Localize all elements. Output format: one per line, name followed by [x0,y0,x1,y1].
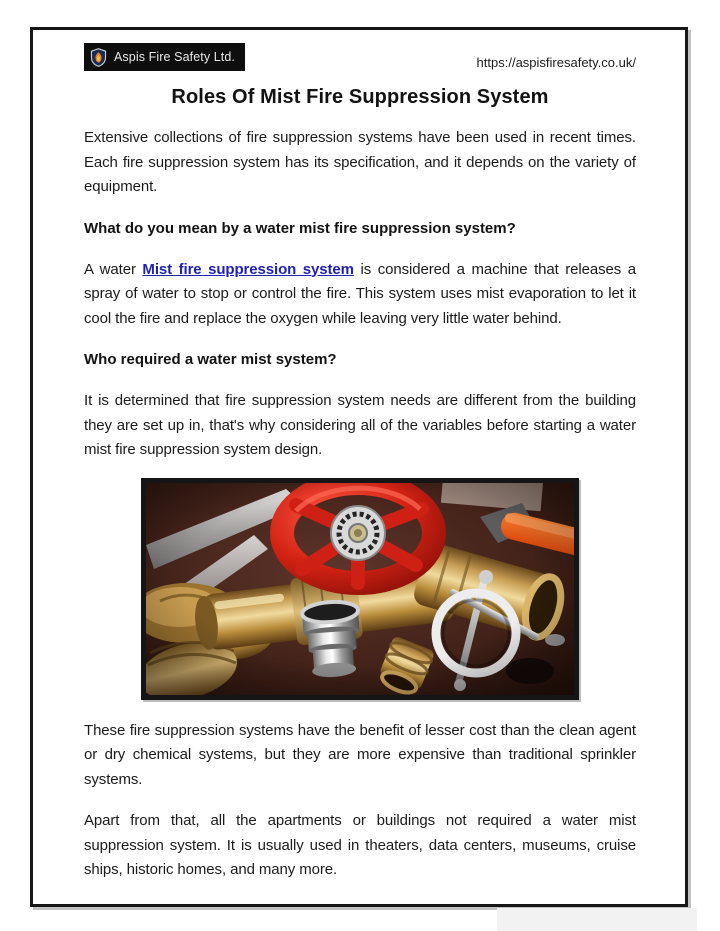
paragraph-usage: Apart from that, all the apartments or buildings not required a water mist suppression system. It is usually used in theaters, data centers, museums, cruise ships, historic homes, and many more. [84,812,636,878]
paragraph-requirements: It is determined that fire suppression system needs are different from the building they are set up in, that's why considering all of the variables before starting a water mist fire suppression system design. [84,392,636,458]
company-logo [84,43,245,71]
header-url: https://aspisfiresafety.co.uk/ [476,54,636,70]
paragraph-definition-prefix: A water [84,260,143,278]
document-page [30,27,688,907]
logo-text: Aspis Fire Safety Ltd. [114,50,235,64]
page-title: Roles Of Mist Fire Suppression System [171,86,549,108]
page-content [33,30,685,883]
paragraph-definition [84,258,636,332]
shield-flame-icon [90,48,107,67]
page-header [84,43,636,71]
article-photo [141,478,579,700]
heading-what-is: What do you mean by a water mist fire suppression system? [84,219,516,237]
paragraph-definition-suffix: is considered a machine that releases a spray of water to stop or control the fire. This system uses mist evaporation to let it cool the fire and replace the oxygen while leaving very little water behind. [84,260,636,327]
paragraph-intro: Extensive collections of fire suppression systems have been used in recent times. Each fire suppression system has its specification, and it depends on the variety of equipment. [84,129,636,195]
page-edge-artifact [497,908,697,931]
heading-who-required: Who required a water mist system? [84,351,337,368]
mist-system-link[interactable]: Mist fire suppression system [142,260,354,278]
paragraph-cost: These fire suppression systems have the benefit of lesser cost than the clean agent or dry chemical systems, but they are more expensive than traditional sprinkler systems. [84,721,636,788]
